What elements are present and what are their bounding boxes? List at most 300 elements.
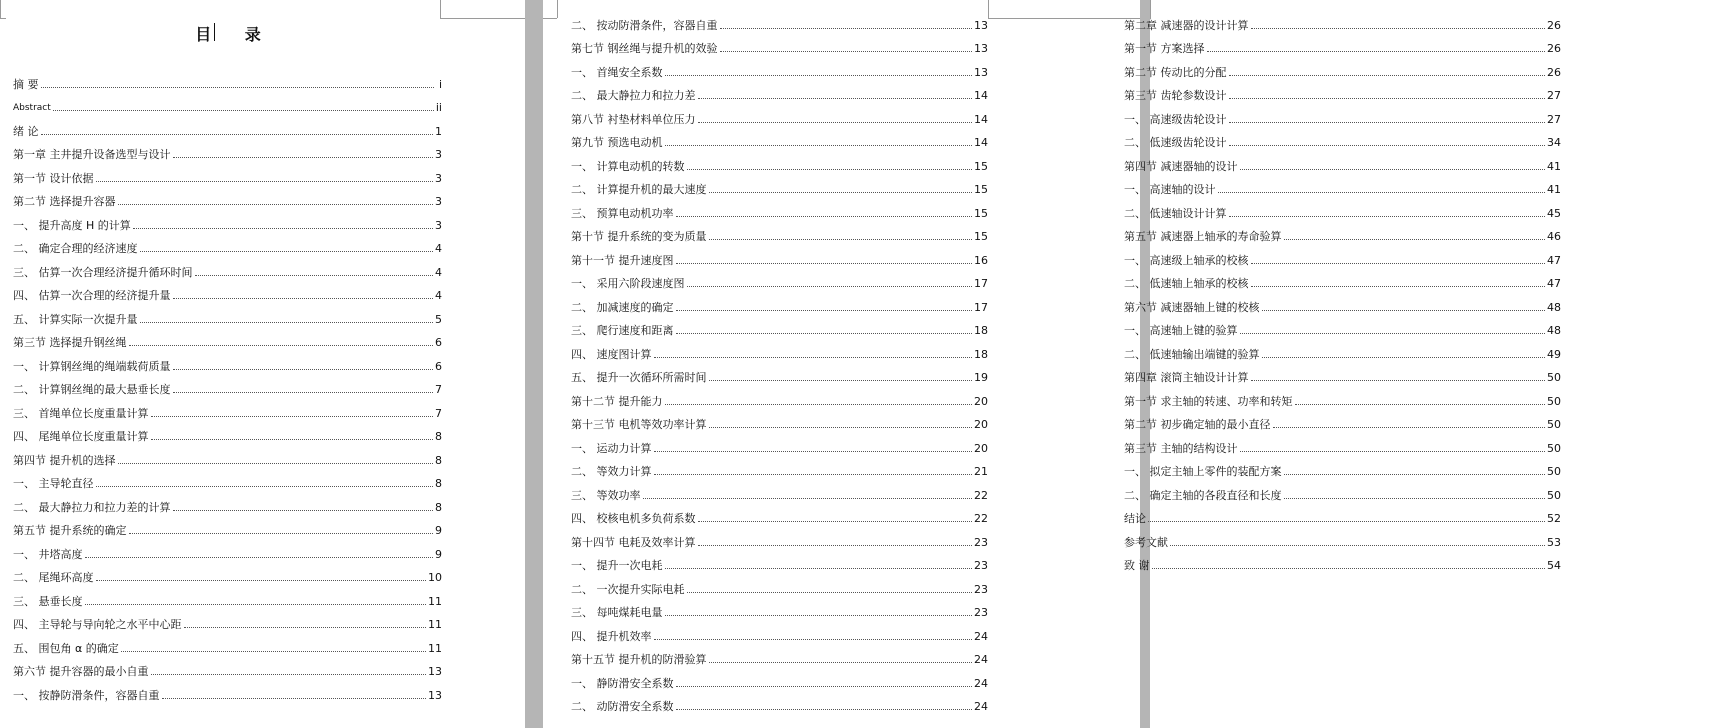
toc-entry-label: 一、 高速轴上键的验算: [1124, 324, 1238, 338]
toc-entry[interactable]: [13, 261, 442, 285]
toc-entry-page-number: 24: [974, 653, 988, 667]
toc-entry[interactable]: [1124, 531, 1561, 555]
toc-entry[interactable]: [13, 661, 442, 685]
dot-leader: [53, 110, 434, 111]
toc-entry[interactable]: [13, 473, 442, 497]
toc-entry-label: 第十四节 电耗及效率计算: [571, 535, 696, 549]
toc-entry[interactable]: [571, 625, 988, 649]
toc-entry-page-number: 5: [435, 312, 442, 326]
toc-entry-label: 二、 低速轴输出端键的验算: [1124, 347, 1260, 361]
dot-leader: [709, 427, 973, 428]
dot-leader: [85, 557, 434, 558]
toc-entry[interactable]: [13, 120, 442, 144]
dot-leader: [698, 545, 973, 546]
toc-entry-label: 五、 围包角 α 的确定: [13, 641, 119, 655]
toc-entry[interactable]: [13, 73, 442, 97]
dot-leader: [698, 521, 973, 522]
dot-leader: [173, 157, 434, 158]
dot-leader: [687, 286, 973, 287]
toc-entry-label: 三、 等效功率: [571, 488, 641, 502]
toc-entry-page-number: 50: [1547, 394, 1561, 408]
dot-leader: [687, 592, 973, 593]
toc-entry-label: 一、 拟定主轴上零件的装配方案: [1124, 465, 1282, 479]
dot-leader: [1229, 98, 1546, 99]
toc-entry-page-number: 3: [435, 195, 442, 209]
dot-leader: [195, 275, 434, 276]
dot-leader: [676, 216, 973, 217]
toc-entry[interactable]: [571, 578, 988, 602]
toc-entry-page-number: 21: [974, 465, 988, 479]
toc-entry[interactable]: [1124, 414, 1561, 438]
toc-entry-page-number: 27: [1547, 89, 1561, 103]
toc-entry-page-number: 17: [974, 277, 988, 291]
dot-leader: [1284, 474, 1546, 475]
toc-entry-page-number: 13: [974, 42, 988, 56]
toc-entry-page-number: 4: [435, 242, 442, 256]
toc-entry-page-number: 15: [974, 230, 988, 244]
toc-entry-page-number: 14: [974, 136, 988, 150]
dot-leader: [96, 181, 434, 182]
toc-entry[interactable]: [571, 108, 988, 132]
toc-entry-page-number: 11: [428, 618, 442, 632]
toc-entry-page-number: 9: [435, 547, 442, 561]
toc-entry-label: 五、 提升一次循环所需时间: [571, 371, 707, 385]
toc-entry[interactable]: [571, 249, 988, 273]
crop-mark: [0, 18, 6, 19]
toc-entry-label: 三、 悬垂长度: [13, 594, 83, 608]
dot-leader: [151, 439, 434, 440]
dot-leader: [676, 263, 973, 264]
toc-entry-label: 第五节 提升系统的确定: [13, 524, 127, 538]
dot-leader: [118, 463, 434, 464]
toc-entry-label: 第二节 选择提升容器: [13, 195, 116, 209]
toc-list: [13, 73, 442, 708]
dot-leader: [173, 392, 434, 393]
toc-entry[interactable]: [571, 38, 988, 62]
toc-entry-page-number: 53: [1547, 535, 1561, 549]
dot-leader: [173, 298, 434, 299]
toc-entry[interactable]: [13, 144, 442, 168]
dot-leader: [140, 322, 434, 323]
toc-entry[interactable]: [13, 167, 442, 191]
dot-leader: [709, 239, 973, 240]
toc-entry-label: 第三节 主轴的结构设计: [1124, 441, 1238, 455]
toc-entry[interactable]: [1124, 437, 1561, 461]
toc-entry-label: 第六节 提升容器的最小自重: [13, 665, 149, 679]
toc-entry-page-number: 15: [974, 183, 988, 197]
toc-entry[interactable]: [571, 296, 988, 320]
dot-leader: [665, 615, 973, 616]
toc-entry-page-number: 11: [428, 641, 442, 655]
toc-entry-label: 一、 主导轮直径: [13, 477, 94, 491]
dot-leader: [654, 357, 973, 358]
dot-leader: [151, 416, 434, 417]
dot-leader: [1251, 263, 1546, 264]
dot-leader: [96, 486, 434, 487]
toc-entry-page-number: 46: [1547, 230, 1561, 244]
toc-entry-label: 二、 计算提升机的最大速度: [571, 183, 707, 197]
toc-entry-label: 一、 计算电动机的转数: [571, 159, 685, 173]
toc-entry[interactable]: [1124, 461, 1561, 485]
toc-entry[interactable]: [571, 179, 988, 203]
toc-entry-label: 二、 确定主轴的各段直径和长度: [1124, 488, 1282, 502]
toc-entry-label: 一、 静防滑安全系数: [571, 676, 674, 690]
toc-entry[interactable]: [1124, 85, 1561, 109]
toc-entry-label: 二、 最大静拉力和拉力差的计算: [13, 500, 171, 514]
toc-entry-page-number: 22: [974, 488, 988, 502]
toc-entry[interactable]: [13, 285, 442, 309]
toc-list: [571, 14, 988, 719]
toc-entry[interactable]: [13, 97, 442, 121]
dot-leader: [665, 568, 973, 569]
dot-leader: [665, 75, 973, 76]
toc-entry-page-number: 23: [974, 535, 988, 549]
toc-entry-page-number: 19: [974, 371, 988, 385]
toc-page-3: [1124, 0, 1709, 728]
toc-entry[interactable]: [1124, 14, 1561, 38]
toc-entry-label: 四、 尾绳单位长度重量计算: [13, 430, 149, 444]
toc-entry-page-number: 23: [974, 559, 988, 573]
toc-entry-page-number: 50: [1547, 371, 1561, 385]
toc-entry-label: 第五节 减速器上轴承的寿命验算: [1124, 230, 1282, 244]
toc-entry-page-number: 23: [974, 606, 988, 620]
crop-mark: [557, 0, 558, 18]
toc-entry-label: 第四节 减速器轴的设计: [1124, 159, 1238, 173]
toc-entry[interactable]: [1124, 273, 1561, 297]
dot-leader: [654, 451, 973, 452]
dot-leader: [665, 145, 973, 146]
toc-entry-page-number: 50: [1547, 488, 1561, 502]
toc-entry[interactable]: [13, 543, 442, 567]
toc-entry[interactable]: [13, 402, 442, 426]
toc-entry-page-number: 1: [435, 124, 442, 138]
toc-entry[interactable]: [1124, 202, 1561, 226]
dot-leader: [1152, 568, 1546, 569]
toc-entry-page-number: 8: [435, 430, 442, 444]
toc-entry-label: 参考文献: [1124, 535, 1168, 549]
dot-leader: [1273, 427, 1546, 428]
toc-entry-label: 二、 计算钢丝绳的最大悬垂长度: [13, 383, 171, 397]
toc-entry[interactable]: [1124, 508, 1561, 532]
dot-leader: [162, 698, 427, 699]
toc-entry-page-number: 3: [435, 148, 442, 162]
toc-entry-page-number: 3: [435, 218, 442, 232]
toc-entry-page-number: 52: [1547, 512, 1561, 526]
toc-entry-label: 第二章 减速器的设计计算: [1124, 18, 1249, 32]
dot-leader: [1284, 239, 1546, 240]
toc-entry[interactable]: [13, 308, 442, 332]
toc-entry[interactable]: [1124, 132, 1561, 156]
dot-leader: [654, 639, 973, 640]
toc-entry[interactable]: [13, 332, 442, 356]
toc-entry[interactable]: [13, 379, 442, 403]
toc-entry[interactable]: [571, 320, 988, 344]
toc-entry[interactable]: [571, 273, 988, 297]
toc-entry-label: 一、 提升一次电耗: [571, 559, 663, 573]
dot-leader: [1229, 122, 1546, 123]
toc-entry[interactable]: [571, 555, 988, 579]
toc-entry[interactable]: [1124, 61, 1561, 85]
toc-entry-page-number: 8: [435, 477, 442, 491]
toc-entry-page-number: 41: [1547, 159, 1561, 173]
dot-leader: [1207, 51, 1546, 52]
dot-leader: [1251, 380, 1546, 381]
toc-entry-page-number: 27: [1547, 112, 1561, 126]
toc-entry[interactable]: [571, 531, 988, 555]
dot-leader: [121, 651, 426, 652]
toc-entry-page-number: ii: [435, 101, 442, 115]
toc-entry[interactable]: [571, 14, 988, 38]
toc-entry[interactable]: [13, 355, 442, 379]
toc-entry-label: 第二节 初步确定轴的最小直径: [1124, 418, 1271, 432]
toc-entry-label: 二、 低速级齿轮设计: [1124, 136, 1227, 150]
toc-entry[interactable]: [13, 567, 442, 591]
toc-entry[interactable]: [1124, 226, 1561, 250]
toc-entry-label: 第十三节 电机等效功率计算: [571, 418, 707, 432]
toc-entry-page-number: 10: [428, 571, 442, 585]
dot-leader: [1251, 28, 1546, 29]
toc-entry-page-number: 4: [435, 265, 442, 279]
toc-entry[interactable]: [13, 637, 442, 661]
toc-entry[interactable]: [1124, 320, 1561, 344]
toc-entry-page-number: 8: [435, 453, 442, 467]
toc-entry[interactable]: [571, 367, 988, 391]
toc-entry-page-number: 45: [1547, 206, 1561, 220]
toc-entry-page-number: 41: [1547, 183, 1561, 197]
toc-entry[interactable]: [1124, 390, 1561, 414]
dot-leader: [184, 627, 427, 628]
toc-entry-label: 四、 估算一次合理的经济提升量: [13, 289, 171, 303]
toc-entry[interactable]: [13, 684, 442, 708]
crop-mark: [0, 0, 1, 18]
dot-leader: [720, 51, 973, 52]
dot-leader: [96, 580, 427, 581]
dot-leader: [654, 474, 973, 475]
toc-page-1: [0, 0, 525, 728]
toc-entry[interactable]: [571, 85, 988, 109]
toc-entry-label: 三、 首绳单位长度重量计算: [13, 406, 149, 420]
dot-leader: [1240, 451, 1546, 452]
toc-entry-page-number: 3: [435, 171, 442, 185]
toc-entry[interactable]: [13, 520, 442, 544]
toc-entry-label: 一、 高速级齿轮设计: [1124, 112, 1227, 126]
toc-entry-label: 第七节 钢丝绳与提升机的效验: [571, 42, 718, 56]
toc-entry[interactable]: [1124, 296, 1561, 320]
toc-entry-label: 一、 首绳安全系数: [571, 65, 663, 79]
dot-leader: [643, 498, 973, 499]
dot-leader: [676, 310, 973, 311]
toc-entry-label: 一、 计算钢丝绳的绳端载荷质量: [13, 359, 171, 373]
toc-entry[interactable]: [571, 696, 988, 720]
toc-entry-page-number: 26: [1547, 18, 1561, 32]
toc-entry-page-number: 15: [974, 159, 988, 173]
toc-entry[interactable]: [13, 449, 442, 473]
dot-leader: [173, 369, 434, 370]
toc-entry-page-number: 14: [974, 112, 988, 126]
dot-leader: [1229, 75, 1546, 76]
toc-entry[interactable]: [571, 508, 988, 532]
toc-entry[interactable]: [1124, 343, 1561, 367]
toc-entry[interactable]: [571, 649, 988, 673]
toc-entry[interactable]: [571, 390, 988, 414]
toc-entry-page-number: 20: [974, 441, 988, 455]
toc-entry[interactable]: [571, 155, 988, 179]
toc-entry[interactable]: [571, 202, 988, 226]
dot-leader: [1229, 145, 1546, 146]
toc-entry-label: 结论: [1124, 512, 1146, 526]
toc-entry-label: 二、 低速轴上轴承的校核: [1124, 277, 1249, 291]
toc-entry[interactable]: [571, 484, 988, 508]
toc-entry[interactable]: [13, 426, 442, 450]
dot-leader: [698, 122, 973, 123]
toc-entry-page-number: 4: [435, 289, 442, 303]
toc-entry[interactable]: [571, 672, 988, 696]
toc-entry-label: 第八节 衬垫材料单位压力: [571, 112, 696, 126]
toc-entry-label: 三、 预算电动机功率: [571, 206, 674, 220]
dot-leader: [1240, 333, 1546, 334]
toc-entry-label: 三、 爬行速度和距离: [571, 324, 674, 338]
dot-leader: [709, 380, 973, 381]
toc-entry[interactable]: [13, 496, 442, 520]
dot-leader: [720, 28, 973, 29]
toc-entry-label: 一、 运动力计算: [571, 441, 652, 455]
dot-leader: [118, 204, 434, 205]
toc-entry-page-number: 6: [435, 359, 442, 373]
toc-entry-page-number: 15: [974, 206, 988, 220]
toc-entry-page-number: 50: [1547, 465, 1561, 479]
toc-entry[interactable]: [13, 238, 442, 262]
toc-entry[interactable]: [571, 437, 988, 461]
toc-entry-label: Abstract: [13, 103, 51, 114]
toc-entry[interactable]: [13, 614, 442, 638]
toc-entry[interactable]: [571, 61, 988, 85]
toc-entry[interactable]: [571, 461, 988, 485]
crop-mark: [440, 0, 441, 18]
dot-leader: [1148, 521, 1545, 522]
toc-entry-label: 第十五节 提升机的防滑验算: [571, 653, 707, 667]
toc-entry[interactable]: [13, 191, 442, 215]
dot-leader: [665, 404, 973, 405]
dot-leader: [41, 87, 435, 88]
toc-entry-page-number: 13: [428, 688, 442, 702]
dot-leader: [676, 686, 973, 687]
toc-entry-label: 四、 速度图计算: [571, 347, 652, 361]
toc-entry-label: 一、 采用六阶段速度图: [571, 277, 685, 291]
dot-leader: [1251, 286, 1546, 287]
toc-list: [1124, 14, 1561, 578]
toc-entry-label: 第一章 主井提升设备选型与设计: [13, 148, 171, 162]
dot-leader: [709, 662, 973, 663]
toc-title: 目 录: [195, 25, 275, 44]
toc-entry[interactable]: [13, 590, 442, 614]
toc-entry-label: 第十二节 提升能力: [571, 394, 663, 408]
toc-entry[interactable]: [571, 602, 988, 626]
dot-leader: [140, 251, 434, 252]
crop-mark: [543, 18, 557, 19]
toc-entry-page-number: 23: [974, 582, 988, 596]
toc-entry-label: 二、 等效力计算: [571, 465, 652, 479]
toc-entry-label: 二、 加减速度的确定: [571, 300, 674, 314]
toc-entry-label: 第四节 提升机的选择: [13, 453, 116, 467]
toc-entry-label: 二、 尾绳环高度: [13, 571, 94, 585]
toc-entry[interactable]: [13, 214, 442, 238]
toc-entry-page-number: 26: [1547, 42, 1561, 56]
toc-entry[interactable]: [571, 226, 988, 250]
toc-entry-page-number: 54: [1547, 559, 1561, 573]
toc-entry-page-number: 50: [1547, 418, 1561, 432]
toc-entry-page-number: 47: [1547, 277, 1561, 291]
toc-entry-label: 四、 校核电机多负荷系数: [571, 512, 696, 526]
toc-entry-page-number: 34: [1547, 136, 1561, 150]
toc-entry-label: 第九节 预选电动机: [571, 136, 663, 150]
toc-entry-page-number: 50: [1547, 441, 1561, 455]
toc-entry-label: 一、 高速轴的设计: [1124, 183, 1216, 197]
toc-entry-label: 五、 计算实际一次提升量: [13, 312, 138, 326]
dot-leader: [1262, 310, 1546, 311]
toc-entry[interactable]: [1124, 249, 1561, 273]
toc-page-2: [543, 0, 1140, 728]
dot-leader: [709, 192, 973, 193]
toc-entry-label: 第三节 齿轮参数设计: [1124, 89, 1227, 103]
dot-leader: [129, 345, 434, 346]
toc-entry[interactable]: [1124, 484, 1561, 508]
toc-entry-label: 第一节 求主轴的转速、功率和转矩: [1124, 394, 1293, 408]
toc-entry-label: 摘 要: [13, 77, 39, 91]
toc-entry-label: 致 谢: [1124, 559, 1150, 573]
dot-leader: [1240, 169, 1546, 170]
toc-entry[interactable]: [1124, 155, 1561, 179]
crop-mark: [988, 18, 1140, 19]
toc-entry-page-number: 7: [435, 383, 442, 397]
toc-entry-page-number: 24: [974, 676, 988, 690]
toc-entry[interactable]: [571, 132, 988, 156]
toc-entry-page-number: 49: [1547, 347, 1561, 361]
toc-entry-page-number: 24: [974, 700, 988, 714]
dot-leader: [133, 228, 433, 229]
dot-leader: [1170, 545, 1545, 546]
crop-mark: [440, 18, 525, 19]
toc-entry-page-number: 11: [428, 594, 442, 608]
toc-entry[interactable]: [1124, 179, 1561, 203]
dot-leader: [85, 604, 427, 605]
toc-entry[interactable]: [1124, 38, 1561, 62]
toc-entry-label: 一、 井塔高度: [13, 547, 83, 561]
toc-entry-label: 三、 估算一次合理经济提升循环时间: [13, 265, 193, 279]
toc-entry[interactable]: [571, 414, 988, 438]
toc-entry-label: 一、 提升高度 H 的计算: [13, 218, 131, 232]
dot-leader: [1295, 404, 1546, 405]
dot-leader: [1284, 498, 1546, 499]
toc-entry[interactable]: [1124, 108, 1561, 132]
toc-entry-label: 三、 每吨煤耗电量: [571, 606, 663, 620]
toc-entry[interactable]: [571, 343, 988, 367]
toc-entry[interactable]: [1124, 367, 1561, 391]
toc-entry-page-number: 7: [435, 406, 442, 420]
toc-entry[interactable]: [1124, 555, 1561, 579]
toc-entry-page-number: 20: [974, 394, 988, 408]
toc-entry-page-number: 13: [428, 665, 442, 679]
dot-leader: [676, 333, 973, 334]
toc-entry-label: 一、 按静防滑条件，容器自重: [13, 688, 160, 702]
toc-entry-page-number: 13: [974, 18, 988, 32]
toc-entry-page-number: 22: [974, 512, 988, 526]
toc-entry-page-number: 17: [974, 300, 988, 314]
toc-entry-page-number: 18: [974, 347, 988, 361]
toc-entry-label: 四、 主导轮与导向轮之水平中心距: [13, 618, 182, 632]
toc-entry-page-number: 14: [974, 89, 988, 103]
toc-entry-label: 第四章 滚筒主轴设计计算: [1124, 371, 1249, 385]
dot-leader: [698, 98, 973, 99]
